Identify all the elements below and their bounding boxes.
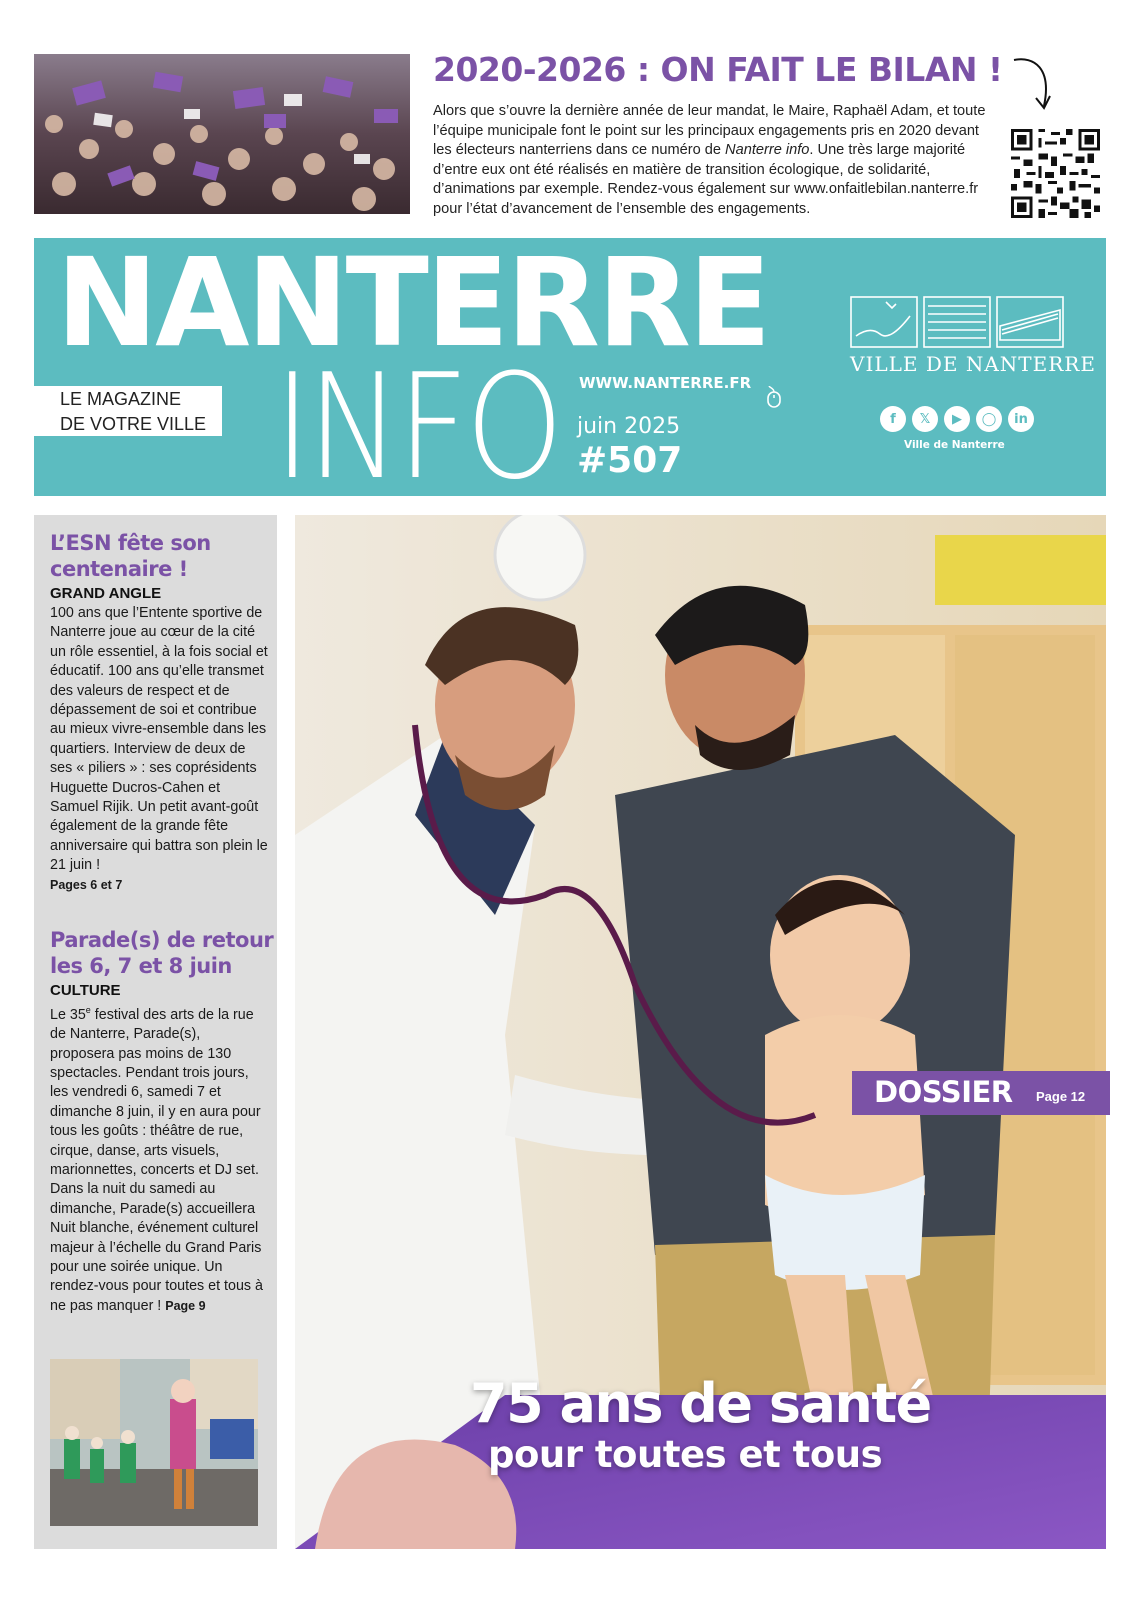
article-2-headline-line-2: les 6, 7 et 8 juin <box>50 954 232 978</box>
article-2-ordinal: e <box>85 1005 91 1015</box>
issue-number: #507 <box>577 440 683 481</box>
article-1-body <box>50 604 268 895</box>
cover-headline: 75 ans de santé <box>470 1372 931 1435</box>
dossier-badge[interactable] <box>852 1071 1110 1115</box>
bilan-text-part-2: . Une très large majorité d’entre eux ont été réalisés en matière de transition écologique, de solidarité, d’animations par exemple. Rendez-vous également sur www.onfaitlebilan.nanterre.fr pour l’état d’avancement de l’ensemble des engagements. <box>433 142 979 217</box>
article-1-page-ref[interactable]: Pages 6 et 7 <box>50 877 123 892</box>
city-logo-icon <box>850 296 1064 350</box>
bilan-text <box>433 102 988 219</box>
bilan-headline: 2020-2026 : ON FAIT LE BILAN ! <box>433 50 1003 89</box>
cover-subheadline: pour toutes et tous <box>488 1433 883 1476</box>
curved-arrow-icon <box>1012 54 1056 116</box>
social-links <box>880 406 1034 432</box>
tagline-line-1: LE MAGAZINE <box>60 389 182 409</box>
social-label: Ville de Nanterre <box>904 439 1005 451</box>
article-2-headline-line-1: Parade(s) de retour <box>50 928 274 952</box>
website-link[interactable]: WWW.NANTERRE.FR <box>579 374 752 392</box>
dossier-page-ref: Page 12 <box>1036 1089 1086 1104</box>
bilan-text-part-1: Alors que s’ouvre la dernière année de leur mandat, le Maire, Raphaël Adam, et toute l’équipe municipale font le point sur les principaux engagements pris en 2020 devant les électeurs nanterriens dans ce numéro de <box>433 103 986 158</box>
article-2-text-start: Le 35 <box>50 1006 86 1023</box>
article-1-headline[interactable] <box>50 530 211 582</box>
mouse-icon <box>767 386 781 408</box>
issue-date: juin 2025 <box>577 414 681 439</box>
article-1-text: 100 ans que l’Entente sportive de Nanterre joue au cœur de la cité un rôle essentiel, à la fois social et éducatif. 100 ans qu’elle transmet des valeurs de respect et de dépassement de soi et contribue au mieux vivre-ensemble dans les quartiers. Interview de deux de ses « piliers » : ses coprésidents Huguette Ducros-Cahen et Samuel Rijik. Un petit avant-goût également de la grande fête anniversaire qui battra son plein le 21 juin ! <box>50 605 268 874</box>
youtube-icon[interactable]: ▶ <box>944 406 970 432</box>
article-1-headline-line-1: L’ESN fête son <box>50 531 211 555</box>
tagline-line-2: DE VOTRE VILLE <box>60 414 207 434</box>
crowd-photo <box>34 54 410 214</box>
masthead-banner <box>34 238 1106 496</box>
article-2-text: festival des arts de la rue de Nanterre, Parade(s), proposera pas moins de 130 spectacles. Pendant trois jours, les vendredi 6, samedi 7 et dimanche 8 juin, il y en aura pour tous les goûts : théâtre de rue, cirque, danse, arts visuels, marionnettes, concerts et DJ set. Dans la nuit du samedi au dimanche, Parade(s) accueillera Nuit blanche, événement culturel majeur à l’échelle du Grand Paris pour une soirée unique. Un rendez-vous pour toutes et tous à ne pas manquer ! <box>50 1006 263 1314</box>
linkedin-icon[interactable]: in <box>1008 406 1034 432</box>
masthead-tagline <box>34 386 222 436</box>
sidebar <box>34 515 277 1549</box>
parade-photo <box>50 1359 258 1526</box>
instagram-icon[interactable]: ◯ <box>976 406 1002 432</box>
article-1-kicker: GRAND ANGLE <box>50 585 162 602</box>
x-icon[interactable]: 𝕏 <box>912 406 938 432</box>
article-2-headline[interactable] <box>50 927 273 979</box>
masthead-subtitle: INFO <box>274 343 561 496</box>
dossier-label: DOSSIER <box>874 1075 1013 1109</box>
article-2-page-ref[interactable]: Page 9 <box>165 1298 206 1313</box>
masthead-title: NANTERRE <box>56 238 769 374</box>
bilan-text-italic: Nanterre info <box>725 142 810 158</box>
article-2-body <box>50 1001 268 1316</box>
qr-code-icon[interactable] <box>1011 129 1100 218</box>
article-2-kicker: CULTURE <box>50 982 121 999</box>
article-1-headline-line-2: centenaire ! <box>50 557 188 581</box>
city-logo-text: VILLE DE NANTERRE <box>850 352 1096 376</box>
facebook-icon[interactable]: f <box>880 406 906 432</box>
